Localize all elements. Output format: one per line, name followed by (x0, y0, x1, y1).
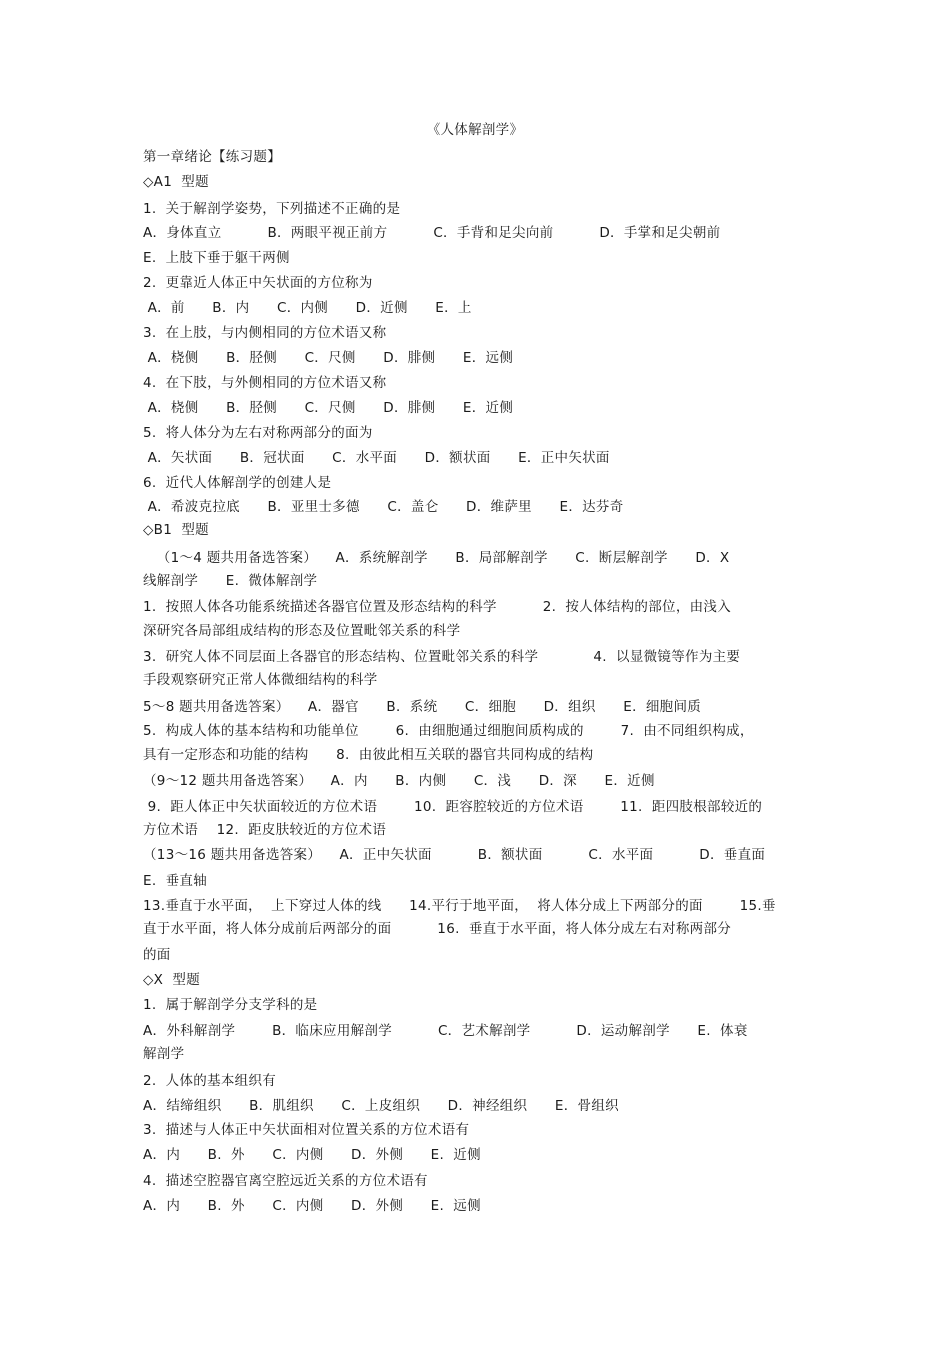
text-line: A．前 B．内 C．内侧 D．近侧 E．上 (143, 300, 472, 316)
text-line: 9. 距人体正中矢状面较近的方位术语 10. 距容腔较近的方位术语 11. 距四肢根部较近的 (143, 799, 763, 815)
text-line: 解剖学 (143, 1046, 185, 1062)
text-line: 方位术语 12. 距皮肤较近的方位术语 (143, 822, 387, 838)
text-line: 1. 属于解剖学分支学科的是 (143, 997, 318, 1013)
text-line: A．希波克拉底 B．亚里士多德 C．盖仑 D．维萨里 E．达芬奇 (143, 499, 624, 515)
text-line: 3. 在上肢，与内侧相同的方位术语又称 (143, 325, 387, 341)
text-line: 6. 近代人体解剖学的创建人是 (143, 475, 332, 491)
text-line: 13.垂直于水平面， 上下穿过人体的线 14.平行于地平面， 将人体分成上下两部分的面 15.垂 (143, 898, 776, 914)
text-line: 1. 关于解剖学姿势，下列描述不正确的是 (143, 201, 401, 217)
text-line: ◇A1 型题 (143, 174, 209, 190)
text-line: A．内 B. 外 C．内侧 D．外侧 E. 近侧 (143, 1147, 481, 1163)
text-line: 5. 将人体分为左右对称两部分的面为 (143, 425, 373, 441)
text-line: ◇X 型题 (143, 972, 201, 988)
text-line: 手段观察研究正常人体微细结构的科学 (143, 672, 378, 688)
text-line: 第一章绪论【练习题】 (143, 149, 281, 165)
text-line: A．结缔组织 B．肌组织 C．上皮组织 D．神经组织 E．骨组织 (143, 1098, 619, 1114)
text-line: 2. 人体的基本组织有 (143, 1073, 277, 1089)
text-line: A．身体直立 B．两眼平视正前方 C．手背和足尖向前 D．手掌和足尖朝前 (143, 225, 721, 241)
text-line: （1～4 题共用备选答案） A．系统解剖学 B．局部解剖学 C. 断层解剖学 D．X (143, 550, 730, 566)
text-line: 深研究各局部组成结构的形态及位置毗邻关系的科学 (143, 623, 461, 639)
text-line: A．外科解剖学 B．临床应用解剖学 C．艺术解剖学 D．运动解剖学 E. 体衰 (143, 1023, 748, 1039)
text-line: ◇B1 型题 (143, 522, 209, 538)
text-line: A．内 B. 外 C．内侧 D．外侧 E. 远侧 (143, 1198, 481, 1214)
text-line: 1. 按照人体各功能系统描述各器官位置及形态结构的科学 2. 按人体结构的部位，由浅入 (143, 599, 732, 615)
document-title: 《人体解剖学》 (426, 122, 524, 138)
text-line: E. 上肢下垂于躯干两侧 (143, 250, 290, 266)
text-line: A．桡侧 B．胫侧 C．尺侧 D．腓侧 E．近侧 (143, 400, 514, 416)
text-line: 4. 在下肢，与外侧相同的方位术语又称 (143, 375, 387, 391)
text-line: 4. 描述空腔器官离空腔远近关系的方位术语有 (143, 1173, 428, 1189)
text-line: E. 垂直轴 (143, 873, 208, 889)
text-line: A．矢状面 B．冠状面 C．水平面 D．额状面 E．正中矢状面 (143, 450, 610, 466)
text-line: 3. 研究人体不同层面上各器官的形态结构、位置毗邻关系的科学 4. 以显微镜等作为主要 (143, 649, 741, 665)
text-line: 线解剖学 E. 微体解剖学 (143, 573, 318, 589)
text-line: 2. 更靠近人体正中矢状面的方位称为 (143, 275, 373, 291)
text-line: 具有一定形态和功能的结构 8. 由彼此相互关联的器官共同构成的结构 (143, 747, 594, 763)
text-line: 5～8 题共用备选答案） A．器官 B．系统 C．细胞 D．组织 E．细胞间质 (143, 699, 702, 715)
text-line: A．桡侧 B．胫侧 C．尺侧 D．腓侧 E．远侧 (143, 350, 514, 366)
text-line: 3. 描述与人体正中矢状面相对位置关系的方位术语有 (143, 1122, 470, 1138)
text-line: 直于水平面，将人体分成前后两部分的面 16. 垂直于水平面，将人体分成左右对称两部分 (143, 921, 732, 937)
text-line: 的面 (143, 947, 171, 963)
text-line: （13～16 题共用备选答案） A．正中矢状面 B．额状面 C．水平面 D．垂直面 (143, 847, 766, 863)
text-line: 5. 构成人体的基本结构和功能单位 6. 由细胞通过细胞间质构成的 7. 由不同组织构成， (143, 723, 754, 739)
text-line: （9～12 题共用备选答案） A．内 B．内侧 C．浅 D．深 E．近侧 (143, 773, 655, 789)
